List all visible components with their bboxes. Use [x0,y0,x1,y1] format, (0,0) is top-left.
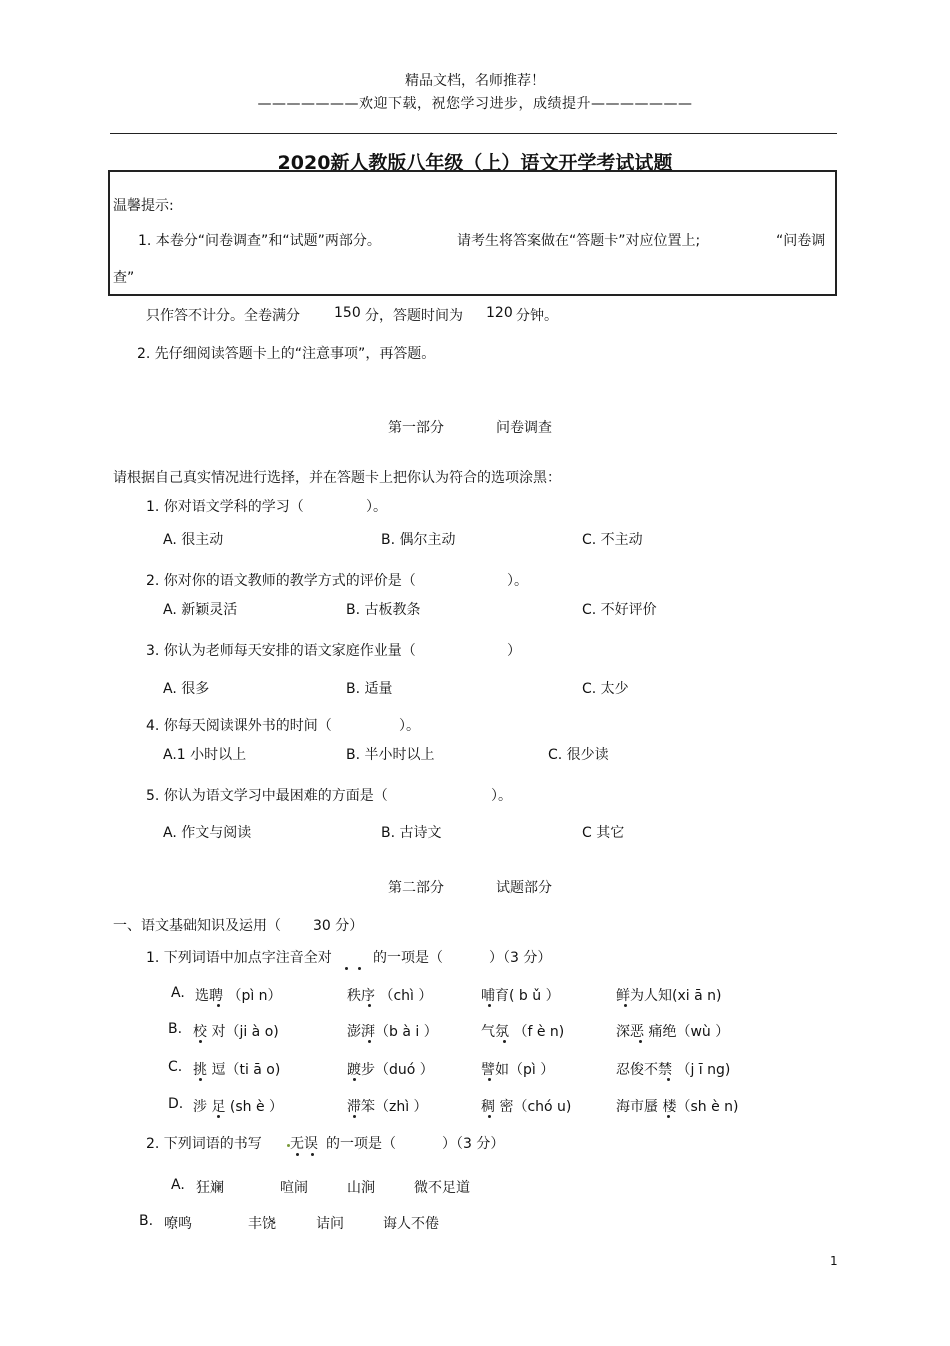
exam-q1-row-b-item4: 深恶 痛绝（wù ） [616,1024,730,1040]
emphasis-dot [667,1078,670,1081]
exam-q2-row-b-letter: B. [139,1213,154,1229]
survey-q2-option-b: B. 古板教条 [346,602,421,618]
exam-q1-row-c-letter: C. [168,1059,183,1075]
survey-question-2-end: ）。 [507,573,528,589]
survey-question-3: 3. 你认为老师每天安排的语文家庭作业量（ [146,643,416,659]
exam-q2-row-a-letter: A. [171,1177,185,1193]
exam-q1-row-d-item1: 涉 足 (sh è ） [193,1099,284,1115]
emphasis-dot [488,1115,491,1118]
exam-q1-row-d-item3: 稠 密（chó u) [481,1099,572,1115]
survey-q5-option-c: C 其它 [582,825,625,841]
emphasis-dot [296,1153,299,1156]
exam-q1-row-a-letter: A. [171,985,185,1001]
tips-item1-a: 1. 本卷分“问卷调查”和“试题”两部分。 [138,233,381,249]
survey-question-3-end: ） [507,643,521,659]
exam-q1-row-b-item2: 澎湃（b à i ） [347,1024,438,1040]
tips-item1-e: 只作答不计分。全卷满分 [146,308,300,324]
emphasis-dot [199,1078,202,1081]
emphasis-dot [488,1004,491,1007]
emphasis-dot [368,1040,371,1043]
emphasis-dot [368,1004,371,1007]
emphasis-dot [488,1078,491,1081]
emphasis-dot [311,1153,314,1156]
section1-points: 30 分） [313,918,364,934]
survey-q4-option-b: B. 半小时以上 [346,747,435,763]
exam-q1-row-c-item3: 譬如（pì ） [481,1062,555,1078]
exam-q2-row-b-item3: 诘问 [316,1216,344,1232]
exam-q2-row-a-item4: 微不足道 [414,1180,470,1196]
exam-q2-row-b-item1: 嘹鸣 [164,1216,192,1232]
survey-q1-option-a: A. 很主动 [163,532,224,548]
exam-q1-row-a-item3: 哺育( b ǔ ） [481,988,560,1004]
emphasis-dot [217,1115,220,1118]
survey-q1-option-c: C. 不主动 [582,532,643,548]
tips-item2: 2. 先仔细阅读答题卡上的“注意事项”，再答题。 [137,346,436,362]
tips-item1-b: 请考生将答案做在“答题卡”对应位置上; [457,233,701,249]
survey-q3-option-c: C. 太少 [582,681,629,697]
survey-q5-option-a: A. 作文与阅读 [163,825,252,841]
emphasis-dot [503,1040,506,1043]
tips-heading: 温馨提示: [113,198,174,214]
exam-q1-row-c-item4: 忍俊不禁 （j ī ng) [616,1062,731,1078]
tips-item1-c: “问卷调 [776,233,826,249]
exam-q2-row-a-item1: 狂斓 [196,1180,224,1196]
exam-q1-row-c-item2: 踱步（duó ） [347,1062,434,1078]
tips-minutes: 120 [486,305,513,321]
survey-question-2: 2. 你对你的语文教师的教学方式的评价是（ [146,573,416,589]
survey-question-5: 5. 你认为语文学习中最困难的方面是（ [146,788,388,804]
survey-q3-option-b: B. 适量 [346,681,393,697]
exam-q2-stem-b: 无误 [290,1136,318,1152]
exam-q1-row-b-letter: B. [168,1021,183,1037]
survey-q4-option-c: C. 很少读 [548,747,609,763]
section1-label: 一、语文基础知识及运用（ [113,918,281,934]
page-title: 2020新人教版八年级（上）语文开学考试试题 [277,152,673,174]
exam-q1-stem-b: 的一项是（ [373,950,443,966]
exam-q2-row-b-item2: 丰饶 [248,1216,276,1232]
exam-q2-row-a-item3: 山涧 [347,1180,375,1196]
part1-heading-b: 问卷调查 [496,420,552,436]
emphasis-dot [353,1115,356,1118]
tips-item1-d: 查” [113,270,135,286]
tips-score: 150 [334,305,361,321]
survey-question-5-end: ）。 [491,788,512,804]
part1-heading-a: 第一部分 [388,420,444,436]
emphasis-dot [199,1040,202,1043]
emphasis-dot [217,1004,220,1007]
survey-q5-option-b: B. 古诗文 [381,825,442,841]
emphasis-dot [353,1078,356,1081]
header-slogan: 精品文档，名师推荐！ [405,73,545,89]
exam-q1-row-d-item2: 滞笨（zhì ） [347,1099,428,1115]
survey-q3-option-a: A. 很多 [163,681,210,697]
emphasis-dot [624,1004,627,1007]
exam-q1-stem-a: 1. 下列词语中加点字注音全对 [146,950,332,966]
exam-q2-row-a-item2: 喧闹 [280,1180,308,1196]
part1-instruction: 请根据自己真实情况进行选择，并在答题卡上把你认为符合的选项涂黑： [113,470,561,486]
exam-q1-row-c-item1: 挑 逗（ti ā o) [193,1062,281,1078]
emphasis-dot [287,1144,290,1147]
exam-q2-stem-c: 的一项是（ [326,1136,396,1152]
emphasis-dot [358,967,361,970]
exam-q2-stem-a: 2. 下列词语的书写 [146,1136,262,1152]
emphasis-dot [667,1115,670,1118]
exam-q1-row-d-letter: D. [168,1096,184,1112]
exam-q2-row-b-item4: 诲人不倦 [383,1216,439,1232]
exam-q2-stem-d: ）（3 分） [442,1136,505,1152]
tips-item1-f: 分，答题时间为 [365,308,463,324]
emphasis-dot [639,1040,642,1043]
exam-q1-row-b-item3: 气氛 （f è n) [481,1024,565,1040]
survey-q4-option-a: A.1 小时以上 [163,747,247,763]
survey-q1-option-b: B. 偶尔主动 [381,532,456,548]
survey-q2-option-a: A. 新颖灵活 [163,602,238,618]
page-number: 1 [830,1254,838,1268]
exam-q1-row-a-item4: 鲜为人知(xi ā n) [616,988,722,1004]
header-subslogan: ———————欢迎下载，祝您学习进步，成绩提升——————— [257,96,693,112]
survey-q2-option-c: C. 不好评价 [582,602,657,618]
emphasis-dot [345,967,348,970]
survey-question-1-end: ）。 [366,499,387,515]
survey-question-4: 4. 你每天阅读课外书的时间（ [146,718,332,734]
exam-q1-stem-c: ）（3 分） [489,950,552,966]
survey-question-4-end: ）。 [399,718,420,734]
part2-heading-b: 试题部分 [496,880,552,896]
part2-heading-a: 第二部分 [388,880,444,896]
tips-item1-g: 分钟。 [516,308,558,324]
header-rule [110,133,837,134]
survey-question-1: 1. 你对语文学科的学习（ [146,499,304,515]
exam-q1-row-d-item4: 海市蜃 楼（sh è n) [616,1099,739,1115]
exam-q1-row-a-item1: 选聘 （pì n） [195,988,282,1004]
exam-q1-row-b-item1: 校 对（ji à o) [193,1024,279,1040]
exam-q1-row-a-item2: 秩序 （chì ） [347,988,433,1004]
